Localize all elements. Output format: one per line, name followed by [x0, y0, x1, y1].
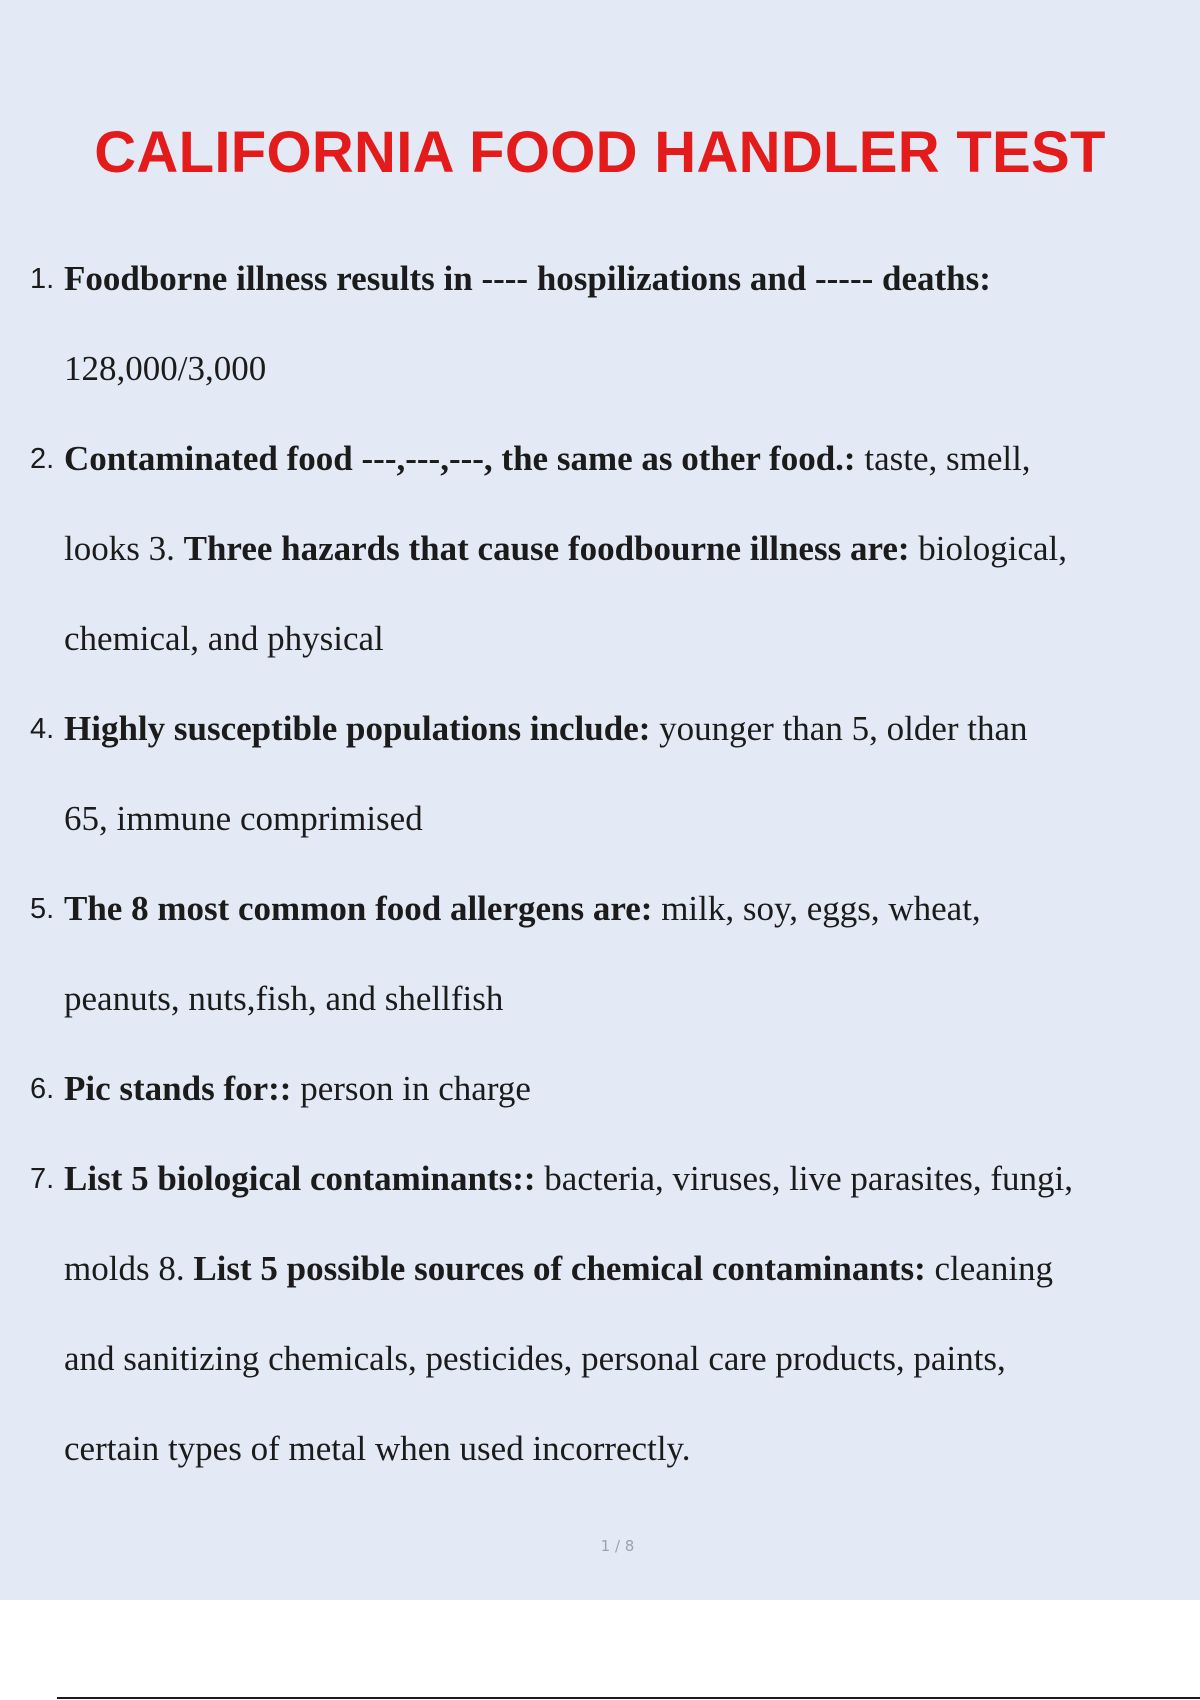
item-number: 7.: [30, 1163, 55, 1195]
question-text: Highly susceptible populations include:: [64, 709, 651, 748]
question-text: The 8 most common food allergens are:: [64, 889, 653, 928]
answer-text: taste, smell,: [855, 439, 1031, 478]
list-item: [0, 1044, 1190, 1134]
list-item-continuation: [0, 504, 1190, 594]
list-item: [0, 684, 1190, 774]
answer-text: person in charge: [291, 1069, 531, 1108]
question-text: List 5 biological contaminants::: [64, 1159, 536, 1198]
list-item-continuation: [0, 954, 1190, 1044]
list-item-continuation: [0, 594, 1190, 684]
list-item-continuation: [0, 1224, 1190, 1314]
answer-text: 128,000/3,000: [64, 349, 267, 388]
answer-text: certain types of metal when used incorrectly.: [64, 1429, 691, 1468]
question-text: Contaminated food ---,---,---, the same as other food.:: [64, 439, 856, 478]
answer-text: younger than 5, older than: [650, 709, 1028, 748]
answer-text: looks 3.: [64, 529, 184, 568]
answer-text: bacteria, viruses, live parasites, fungi,: [535, 1159, 1074, 1198]
document-title: CALIFORNIA FOOD HANDLER TEST: [94, 120, 1106, 185]
list-item-continuation: [0, 324, 1190, 414]
item-number: 4.: [30, 713, 55, 745]
answer-text: milk, soy, eggs, wheat,: [652, 889, 981, 928]
list-item: [0, 414, 1190, 504]
item-number: 6.: [30, 1073, 55, 1105]
item-number: 2.: [30, 443, 55, 475]
page-divider: [57, 1697, 1200, 1699]
list-item-continuation: [0, 1314, 1190, 1404]
list-item-continuation: [0, 774, 1190, 864]
question-text: List 5 possible sources of chemical contaminants:: [193, 1249, 926, 1288]
answer-text: molds 8.: [64, 1249, 194, 1288]
answer-text: and sanitizing chemicals, pesticides, personal care products, paints,: [64, 1339, 1006, 1378]
answer-text: biological,: [909, 529, 1068, 568]
answer-text: chemical, and physical: [64, 619, 384, 658]
answer-text: 65, immune comprimised: [64, 799, 423, 838]
question-text: Pic stands for::: [64, 1069, 292, 1108]
list-item: [0, 1134, 1190, 1224]
list-item: [0, 234, 1190, 324]
item-number: 1.: [30, 263, 55, 295]
list-item: [0, 864, 1190, 954]
question-text: Foodborne illness results in ---- hospilizations and ----- deaths:: [64, 259, 991, 298]
answer-text: peanuts, nuts,fish, and shellfish: [64, 979, 504, 1018]
list-item-continuation: [0, 1404, 1190, 1494]
answer-text: cleaning: [925, 1249, 1054, 1288]
question-text: Three hazards that cause foodbourne illness are:: [183, 529, 910, 568]
question-list: [0, 234, 1190, 1494]
page-indicator: 1 / 8: [600, 1537, 635, 1555]
item-number: 5.: [30, 893, 55, 925]
